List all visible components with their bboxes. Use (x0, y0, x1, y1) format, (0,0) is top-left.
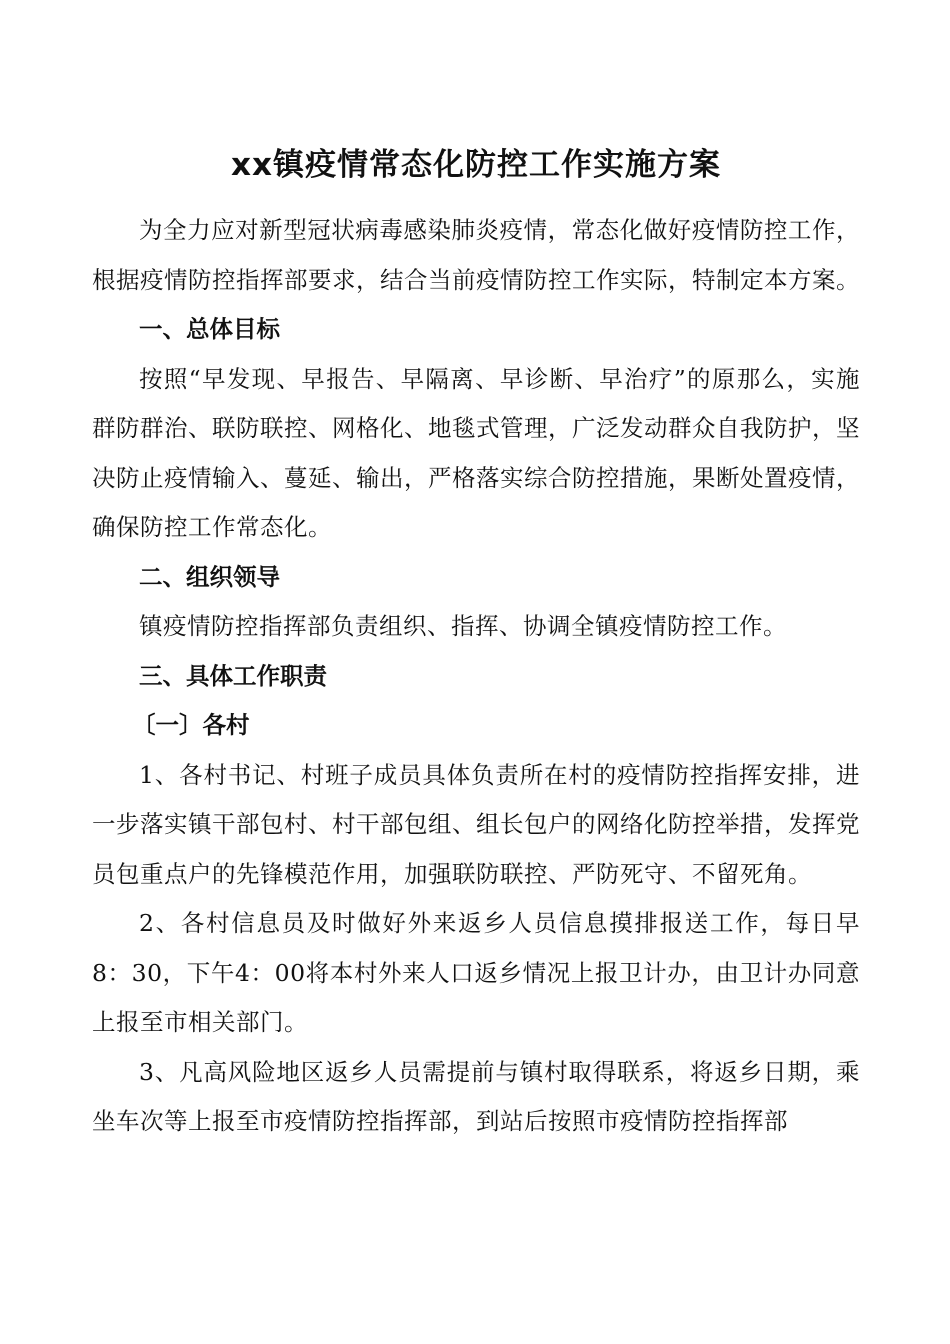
document-page (92, 140, 860, 1147)
list-item: 1、各村书记、村班子成员具体负责所在村的疫情防控指挥安排，进一步落实镇干部包村、村干部包组、组长包户的网络化防控举措，发挥党员包重点户的先锋模范作用，加强联防联控、严防死守、不留死角。 (92, 760, 860, 888)
intro-paragraph: 为全力应对新型冠状病毒感染肺炎疫情，常态化做好疫情防控工作，根据疫情防控指挥部要求，结合当前疫情防控工作实际，特制定本方案。 (92, 216, 860, 294)
list-item: 2、各村信息员及时做好外来返乡人员信息摸排报送工作，每日早8：30，下午4：00将本村外来人口返乡情况上报卫计办，由卫计办同意上报至市相关部门。 (92, 909, 860, 1036)
document-title: xx镇疫情常态化防控工作实施方案 (231, 147, 721, 183)
section-heading-responsibilities: 三、具体工作职责 (139, 661, 327, 690)
section-heading-organization: 二、组织领导 (139, 562, 280, 591)
subsection-heading-villages: 〔一〕各村 (132, 711, 250, 739)
section-body-organization: 镇疫情防控指挥部负责组织、指挥、协调全镇疫情防控工作。 (139, 612, 787, 640)
list-item: 3、凡高风险地区返乡人员需提前与镇村取得联系，将返乡日期，乘坐车次等上报至市疫情防控指挥部，到站后按照市疫情防控指挥部 (92, 1057, 860, 1135)
section-body-general-goal: 按照“早发现、早报告、早隔离、早诊断、早治疗”的原那么，实施群防群治、联防联控、网格化、地毯式管理，广泛发动群众自我防护，坚决防止疫情输入、蔓延、输出，严格落实综合防控措施，果断处置疫情，确保防控工作常态化。 (92, 364, 860, 541)
section-heading-general-goal: 一、总体目标 (139, 315, 280, 343)
